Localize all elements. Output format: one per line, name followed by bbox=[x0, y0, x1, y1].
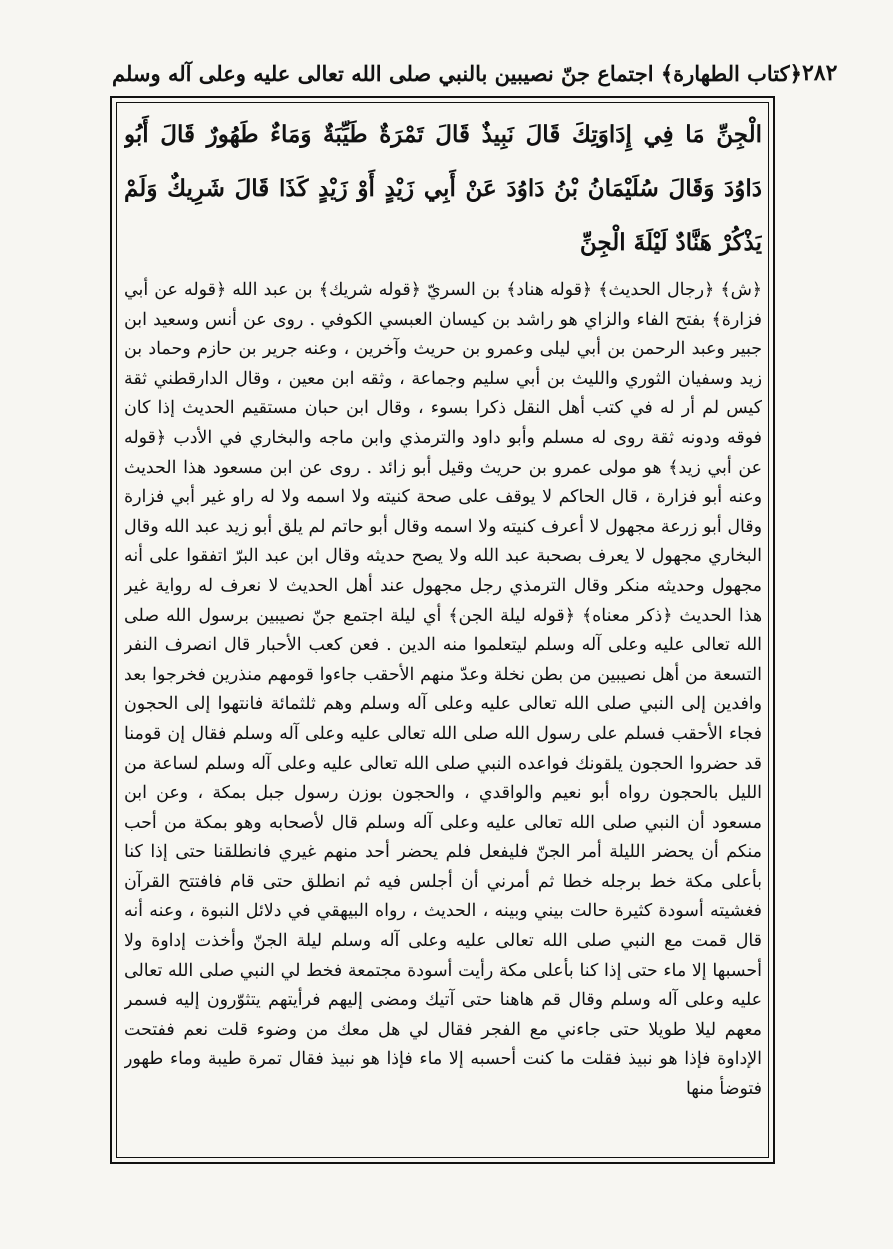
running-title: ﴿كتاب الطهارة﴾ اجتماع جنّ نصيبين بالنبي صلى الله تعالى عليه وعلى آله وسلم bbox=[112, 60, 802, 86]
page-body bbox=[124, 108, 762, 1154]
page-number: ٢٨٢ bbox=[801, 60, 838, 86]
page-header bbox=[112, 50, 838, 96]
hadith-text: الْجِنِّ مَا فِي إِدَاوَتِكَ قَالَ نَبِيذٌ قَالَ تَمْرَةٌ طَيِّبَةٌ وَمَاءٌ طَهُورٌ قَالَ أَبُو دَاوُدَ وَقَالَ سُلَيْمَانُ بْنُ دَاوُدَ عَنْ أَبِي زَيْدٍ أَوْ زَيْدٍ كَذَا قَالَ شَرِيكٌ وَلَمْ يَذْكُرْ هَنَّادٌ لَيْلَةَ الْجِنِّ bbox=[124, 121, 762, 256]
commentary-text: ﴿ش﴾ ﴿رجال الحديث﴾ ﴿قوله هناد﴾ بن السريّ ﴿قوله شريك﴾ بن عبد الله ﴿قوله عن أبي فزارة﴾ بفتح الفاء والزاي هو راشد بن كيسان العبسي الكوفي . روى عن أنس وسعيد ابن جبير وعبد الرحمن بن أبي ليلى وعمرو بن حريث وآخرين ، وعنه جرير بن حازم وحماد بن زيد وسفيان الثوري والليث بن أبي سليم وجماعة ، وثقه ابن معين ، وقال الدارقطني ثقة كيس لم أر له في كتب أهل النقل ذكرا بسوء ، وقال ابن حبان مستقيم الحديث إذا كان فوقه ودونه ثقة روى له مسلم وأبو داود والترمذي وابن ماجه والبخاري في الأدب ﴿قوله عن أبي زيد﴾ هو مولى عمرو بن حريث وقيل أبو زائد . روى عن ابن مسعود هذا الحديث وعنه أبو فزارة ، قال الحاكم لا يوقف على صحة كنيته ولا اسمه ولا له راو غير أبي فزارة وقال أبو زرعة مجهول لا أعرف كنيته ولا اسمه وقال أبو حاتم لم يلق أبو زيد عبد الله وقال البخاري مجهول لا يعرف بصحبة عبد الله ولا يصح حديثه وقال ابن عبد البرّ اتفقوا على أنه مجهول وحديثه منكر وقال الترمذي رجل مجهول عند أهل الحديث لا نعرف له رواية غير هذا الحديث ﴿ذكر معناه﴾ ﴿قوله ليلة الجن﴾ أي ليلة اجتمع جنّ نصيبين برسول الله صلى الله تعالى عليه وعلى آله وسلم ليتعلموا منه الدين . فعن كعب الأحبار قال انصرف النفر التسعة من أهل نصيبين من بطن نخلة وعدّ منهم الأحقب جاءوا قومهم منذرين فخرجوا بعد وافدين إلى النبي صلى الله تعالى عليه وعلى آله وسلم وهم ثلثمائة فانتهوا إلى الحجون فجاء الأحقب فسلم على رسول الله صلى الله تعالى عليه وعلى آله وسلم فقال إن قومنا قد حضروا الحجون يلقونك فواعده النبي صلى الله تعالى عليه وعلى آله وسلم لساعة من الليل بالحجون رواه أبو نعيم والواقدي ، والحجون بوزن رسول جبل بمكة ، وعن ابن مسعود أن النبي صلى الله تعالى عليه وعلى آله وسلم قال لأصحابه وهو بمكة من أحب منكم أن يحضر الليلة أمر الجنّ فليفعل فلم يحضر أحد منهم غيري فانطلقنا حتى إذا كنا بأعلى مكة خط برجله خطا ثم أمرني أن أجلس فيه ثم انطلق حتى قام فافتتح القرآن فغشيته أسودة كثيرة حالت بيني وبينه ، الحديث ، رواه البيهقي في دلائل النبوة ، وعنه أنه قال قمت مع النبي صلى الله تعالى عليه وعلى آله وسلم ليلة الجنّ وأخذت إداوة ولا أحسبها إلا ماء حتى إذا كنا بأعلى مكة رأيت أسودة مجتمعة فخط لي النبي صلى الله تعالى عليه وعلى آله وسلم وقال قم هاهنا حتى آتيك ومضى إليهم فرأيتهم يتثوّرون إليه فسمر معهم ليلا طويلا حتى جاءني مع الفجر فقال لي هل معك من وضوء قلت نعم ففتحت الإداوة فإذا هو نبيذ فقلت ما كنت أحسبه إلا ماء فإذا هو نبيذ فقال تمرة طيبة وماء طهور فتوضأ منها bbox=[124, 280, 762, 1100]
